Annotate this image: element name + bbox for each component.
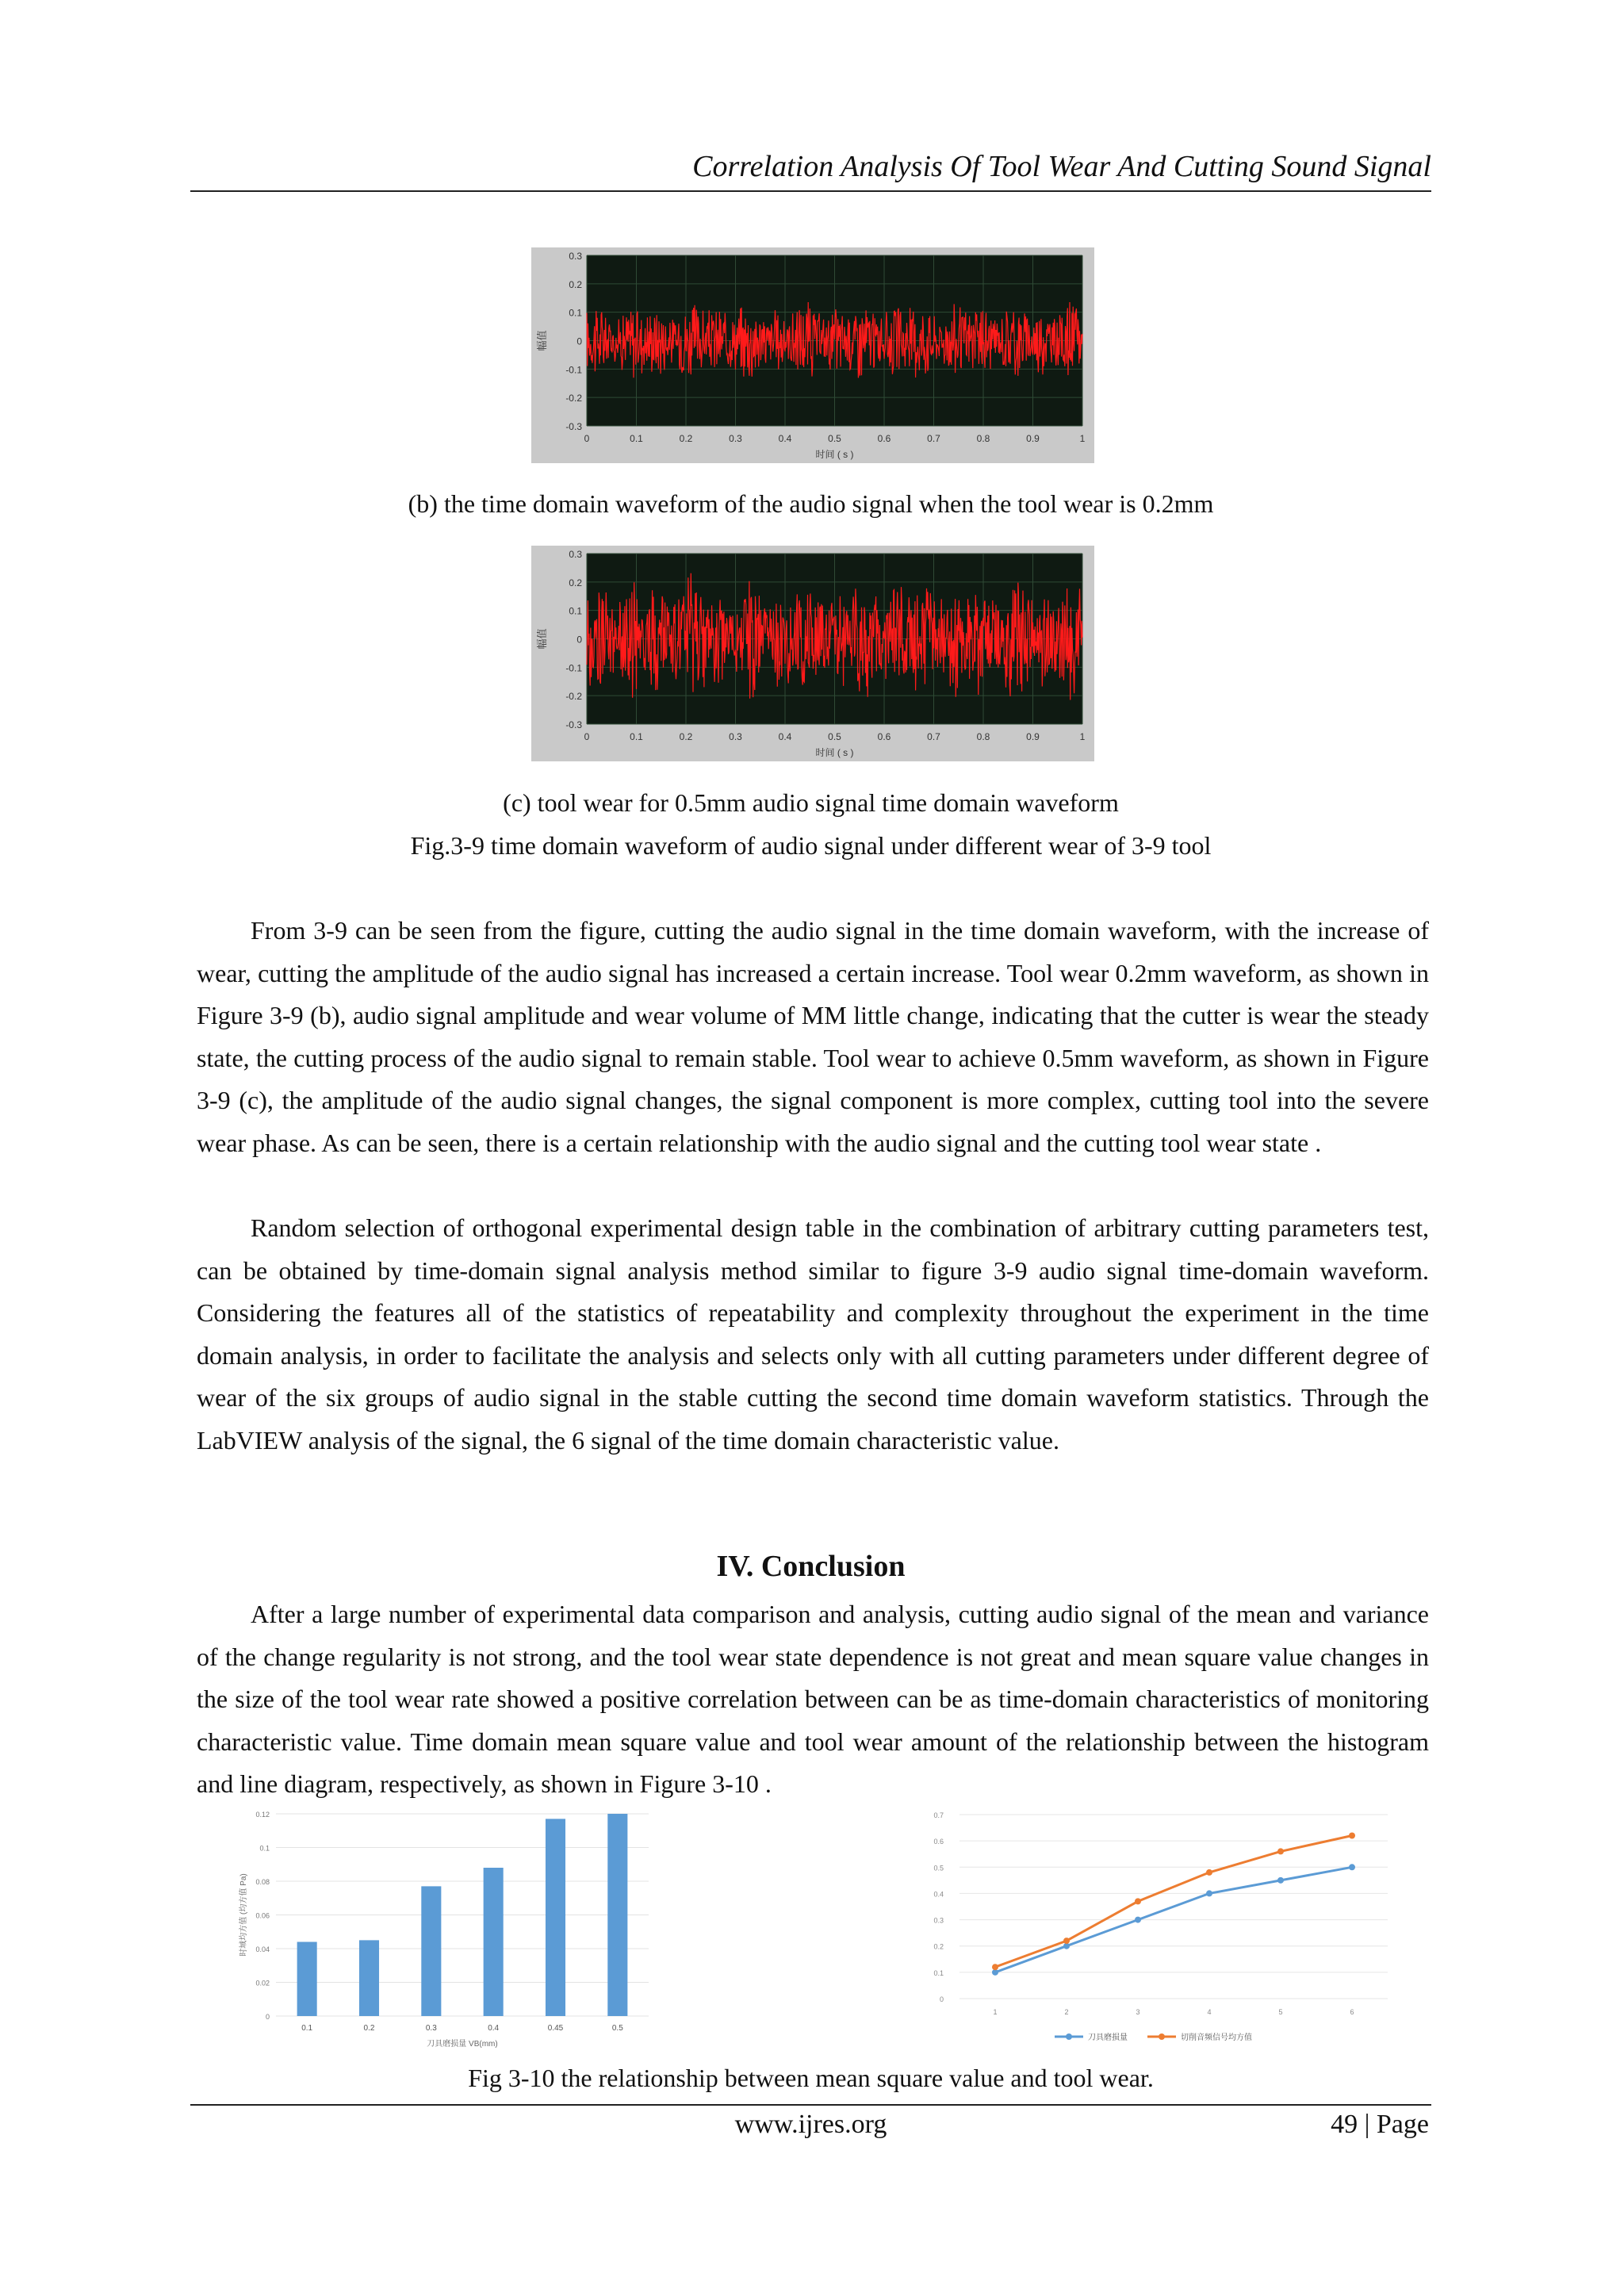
x-tick-label: 0.1 xyxy=(630,731,643,742)
legend-label: 刀具磨损量 xyxy=(1088,2033,1128,2042)
y-tick-label: -0.2 xyxy=(565,691,582,703)
x-tick-label: 0.5 xyxy=(828,731,841,742)
line-chart xyxy=(920,1808,1404,2050)
x-tick-label: 0.3 xyxy=(729,731,742,742)
x-tick-label: 0.1 xyxy=(301,2024,313,2033)
line-chart-svg xyxy=(920,1808,1404,2050)
x-tick-label: 0.45 xyxy=(547,2024,564,2033)
x-tick-label: 0.6 xyxy=(877,433,891,444)
y-tick-label: -0.2 xyxy=(565,393,582,404)
y-tick-label: 0 xyxy=(265,2013,270,2021)
y-tick-label: 0.04 xyxy=(255,1945,270,1953)
caption-figure-b: (b) the time domain waveform of the audio signal when the tool wear is 0.2mm xyxy=(408,489,1214,518)
x-axis-label: 刀具磨损量 VB(mm) xyxy=(427,2040,498,2049)
legend-marker xyxy=(1066,2033,1072,2040)
series-2-point xyxy=(1206,1869,1212,1876)
waveform-figure-c xyxy=(531,546,1094,761)
waveform-figure-b xyxy=(531,247,1094,463)
header-rule xyxy=(190,190,1431,192)
x-tick-label: 0.2 xyxy=(363,2024,375,2033)
x-tick-label: 0.7 xyxy=(927,433,940,444)
legend-marker xyxy=(1159,2033,1165,2040)
bar-chart xyxy=(228,1804,668,2058)
y-tick-label: 0.06 xyxy=(255,1911,270,1920)
x-tick-label: 0.3 xyxy=(425,2024,437,2033)
figure-3-10-caption: Fig 3-10 the relationship between mean square value and tool wear. xyxy=(468,2064,1154,2092)
y-axis-label: 幅值 xyxy=(536,330,548,351)
bar-0.5 xyxy=(607,1814,627,2016)
bar-chart-svg xyxy=(228,1804,668,2058)
caption-figure-c: (c) tool wear for 0.5mm audio signal time domain waveform xyxy=(503,788,1119,817)
y-tick-label: 0.4 xyxy=(933,1890,944,1899)
series-2-point xyxy=(1135,1898,1141,1904)
x-tick-label: 0 xyxy=(584,433,590,444)
x-tick-label: 0.9 xyxy=(1026,433,1040,444)
conclusion-paragraph: After a large number of experimental data comparison and analysis, cutting audio signal of the mean and variance of the change regularity is not strong, and the tool wear state dependence is not great and mean square value changes in the size of the tool wear rate showed a positive correlation between can be as time-domain characteristics of monitoring characteristic value. Time domain mean square value and tool wear amount of the relationship between the histogram and line diagram, respectively, as shown in Figure 3-10 . xyxy=(197,1600,1429,1799)
x-tick-label: 0.5 xyxy=(611,2024,623,2033)
y-tick-label: -0.3 xyxy=(565,421,582,432)
x-tick-label: 5 xyxy=(1278,2008,1283,2016)
y-tick-label: 0 xyxy=(576,335,582,347)
series-2-point xyxy=(992,1964,998,1970)
x-tick-label: 4 xyxy=(1207,2008,1212,2016)
x-tick-label: 0.6 xyxy=(877,731,891,742)
series-1-point xyxy=(1135,1917,1141,1923)
x-tick-label: 2 xyxy=(1064,2008,1069,2016)
series-2-point xyxy=(1349,1833,1355,1839)
x-tick-label: 0.8 xyxy=(976,433,990,444)
x-tick-label: 1 xyxy=(1079,731,1086,742)
y-tick-label: 0.6 xyxy=(933,1838,944,1846)
figure-3-9-caption: Fig.3-9 time domain waveform of audio signal under different wear of 3-9 tool xyxy=(410,831,1212,860)
y-tick-label: 0.02 xyxy=(255,1979,270,1987)
body-paragraph-1: From 3-9 can be seen from the figure, cutting the audio signal in the time domain waveform, with the increase of wear, cutting the amplitude of the audio signal has increased a certain increase. Tool wear 0.2mm waveform, as shown in Figure 3-9 (b), audio signal amplitude and wear volume of MM little change, indicating that the cutter is wear the steady state, the cutting process of the audio signal to remain stable. Tool wear to achieve 0.5mm waveform, as shown in Figure 3-9 (c), the amplitude of the audio signal changes, the signal component is more complex, cutting tool into the severe wear phase. As can be seen, there is a certain relationship with the audio signal and the cutting tool wear state . xyxy=(197,916,1429,1157)
y-tick-label: 0.7 xyxy=(933,1811,944,1819)
bar-0.2 xyxy=(359,1940,379,2016)
y-tick-label: -0.1 xyxy=(565,662,582,674)
series-2-point xyxy=(1063,1938,1070,1944)
y-tick-label: 0.08 xyxy=(255,1878,270,1886)
footer-rule xyxy=(190,2104,1431,2106)
body-paragraph-2: Random selection of orthogonal experimental design table in the combination of arbitrary cutting parameters test, can be obtained by time-domain signal analysis method similar to figure 3-9 audio signal time-domain waveform. Considering the features all of the statistics of repeatability and complexity throughout the experiment in the time domain analysis, in order to facilitate the analysis and selects only with all cutting parameters under different degree of wear of the six groups of audio signal in the stable cutting the second time domain waveform statistics. Through the LabVIEW analysis of the signal, the 6 signal of the time domain characteristic value. xyxy=(197,1213,1429,1455)
x-tick-label: 0.9 xyxy=(1026,731,1040,742)
y-tick-label: 0.2 xyxy=(569,577,582,588)
x-tick-label: 0.3 xyxy=(729,433,742,444)
x-tick-label: 0.7 xyxy=(927,731,940,742)
y-tick-label: 0.2 xyxy=(569,278,582,290)
series-1-point xyxy=(1206,1890,1212,1896)
bar-0.3 xyxy=(421,1886,441,2016)
y-tick-label: -0.1 xyxy=(565,364,582,376)
waveform-b-plot xyxy=(531,247,1094,463)
y-tick-label: 0.3 xyxy=(569,251,582,262)
y-tick-label: -0.3 xyxy=(565,719,582,730)
series-2-point xyxy=(1277,1848,1284,1854)
y-tick-label: 0.12 xyxy=(255,1811,270,1819)
footer-url: www.ijres.org xyxy=(734,2110,887,2139)
y-tick-label: 0.1 xyxy=(569,307,582,319)
y-tick-label: 0.1 xyxy=(933,1968,944,1977)
bar-0.45 xyxy=(546,1819,565,2016)
x-tick-label: 0.5 xyxy=(828,433,841,444)
legend-label: 切削音频信号均方值 xyxy=(1181,2033,1252,2042)
x-tick-label: 0.4 xyxy=(778,731,792,742)
x-tick-label: 0.4 xyxy=(488,2024,500,2033)
x-tick-label: 0.2 xyxy=(679,731,693,742)
footer-page-number: 49 | Page xyxy=(1331,2110,1429,2139)
y-tick-label: 0.3 xyxy=(569,549,582,560)
y-axis-label: 幅值 xyxy=(536,628,548,650)
x-tick-label: 0.4 xyxy=(778,433,792,444)
y-tick-label: 0.5 xyxy=(933,1864,944,1872)
x-tick-label: 1 xyxy=(993,2008,998,2016)
y-tick-label: 0.1 xyxy=(569,605,582,617)
y-tick-label: 0 xyxy=(939,1995,944,2003)
y-tick-label: 0.3 xyxy=(933,1916,944,1925)
y-tick-label: 0 xyxy=(576,634,582,646)
x-tick-label: 1 xyxy=(1079,433,1086,444)
bar-0.4 xyxy=(484,1868,504,2016)
x-tick-label: 0.1 xyxy=(630,433,643,444)
x-tick-label: 0.2 xyxy=(679,433,693,444)
series-1-point xyxy=(1277,1877,1284,1884)
x-axis-label: 时间 ( s ) xyxy=(815,747,854,758)
x-axis-label: 时间 ( s ) xyxy=(815,449,854,460)
y-tick-label: 0.2 xyxy=(933,1942,944,1951)
series-line-2 xyxy=(995,1836,1352,1968)
waveform-c-plot xyxy=(531,546,1094,761)
running-header: Correlation Analysis Of Tool Wear And Cutting Sound Signal xyxy=(692,150,1431,183)
section-heading: IV. Conclusion xyxy=(716,1550,906,1583)
x-tick-label: 0.8 xyxy=(976,731,990,742)
y-tick-label: 0.1 xyxy=(259,1844,270,1853)
y-axis-label: 时域均方值 (均方值 Pa) xyxy=(239,1873,248,1957)
series-1-point xyxy=(1349,1864,1355,1870)
x-tick-label: 0 xyxy=(584,731,590,742)
x-tick-label: 6 xyxy=(1350,2008,1354,2016)
bar-0.1 xyxy=(297,1942,317,2017)
x-tick-label: 3 xyxy=(1136,2008,1140,2016)
